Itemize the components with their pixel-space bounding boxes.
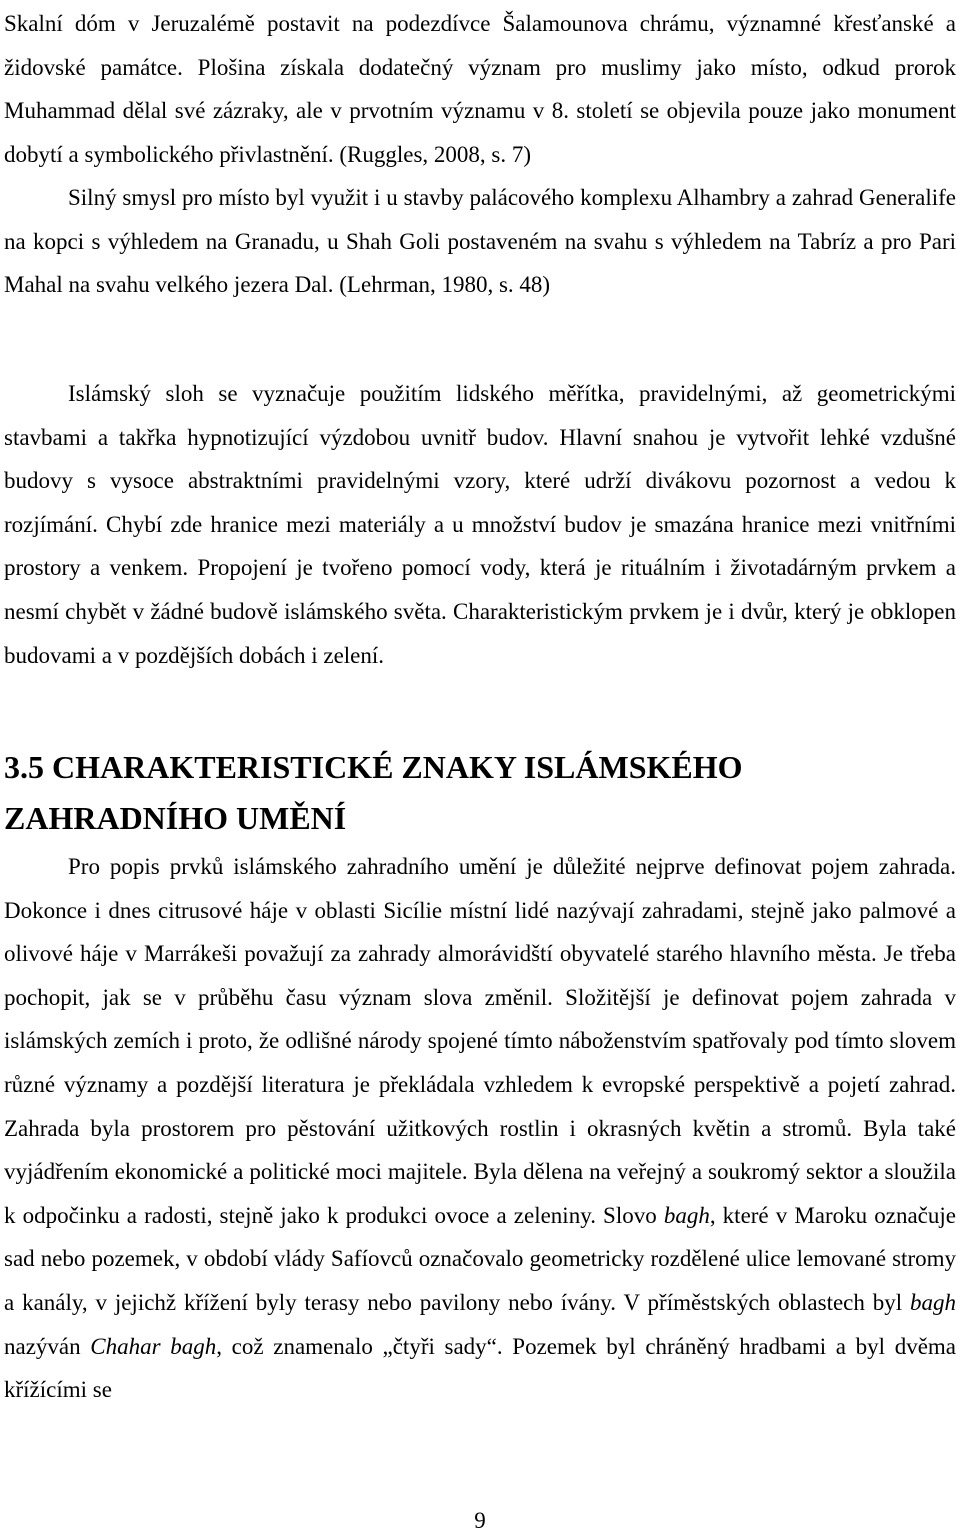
page-number: 9 (474, 1508, 486, 1533)
term-bagh: bagh (910, 1289, 956, 1315)
text-run: , což znamenalo „čtyři sady“. Pozemek byl chráněný hradbami a byl dvěma křížícími se (4, 1333, 956, 1403)
term-bagh: bagh (663, 1202, 710, 1228)
paragraph-islamic-style: Islámský sloh se vyznačuje použitím lidského měřítka, pravidelnými, až geometrickými stavbami a takřka hypnotizující výzdobou uvnitř budov. Hlavní snahou je vytvořit lehké vzdušné budovy s vysoce abstraktními pravidelnými vzory, které udrží divákovu pozornost a vedou k rozjímání. Chybí zde hranice mezi materiály a u množství budov je smazána hranice mezi vnitřními prostory a venkem. Propojení je tvořeno pomocí vody, která je rituálním i životadárným prvkem a nesmí chybět v žádné budově islámského světa. Charakteristickým prvkem je i dvůr, který je obklopen budovami a v pozdějších dobách i zelení. (4, 381, 956, 668)
section-heading: 3.5 CHARAKTERISTICKÉ ZNAKY ISLÁMSKÉHO ZAHRADNÍHO UMĚNÍ (4, 749, 743, 836)
text-run: Pro popis prvků islámského zahradního umění je důležité nejprve definovat pojem zahrada. Dokonce i dnes citrusové háje v oblasti Sicílie místní lidé nazývají zahradami, stejně jako palmové a olivové háje v Marrákeši považují za zahrady almorávidští obyvatelé starého hlavního města. Je třeba pochopit, jak se v průběhu času význam slova změnil. Složitější je definovat pojem zahrada v islámských zemích i proto, že odlišné národy spojené tímto náboženstvím spatřovaly pod tímto slovem různé významy a pozdější literatura je překládala vzhledem k evropské perspektivě a pojetí zahrad. Zahrada byla prostorem pro pěstování užitkových rostlin i okrasných květin a stromů. Byla také vyjádřením ekonomické a politické moci majitele. Byla dělena na veřejný a soukromý sektor a sloužila k odpočinku a radosti, stejně jako k produkci ovoce a zeleniny. Slovo (4, 854, 956, 1228)
term-chahar-bagh: Chahar bagh (90, 1333, 217, 1359)
text-run: , které v Maroku označuje sad nebo pozemek, v období vlády Safíovců označovalo geometricky rozdělené ulice lemované stromy a kanály, v jejichž křížení byly terasy nebo pavilony nebo ívány. V příměstských oblastech byl (4, 1202, 956, 1315)
paragraph-garden-definition (4, 845, 956, 1412)
paragraph-jerusalem: Skalní dóm v Jeruzalémě postavit na podezdívce Šalamounova chrámu, významné křesťanské a židovské památce. Plošina získala dodatečný význam pro muslimy jako místo, odkud prorok Muhammad dělal své zázraky, ale v prvotním významu v 8. století se objevila pouze jako monument dobytí a symbolického přivlastnění. (Ruggles, 2008, s. 7) (4, 11, 956, 167)
text-run: nazýván (4, 1333, 91, 1359)
paragraph-alhambra: Silný smysl pro místo byl využit i u stavby palácového komplexu Alhambry a zahrad Generalife na kopci s výhledem na Granadu, u Shah Goli postaveném na svahu s výhledem na Tabríz a pro Pari Mahal na svahu velkého jezera Dal. (Lehrman, 1980, s. 48) (4, 185, 956, 298)
